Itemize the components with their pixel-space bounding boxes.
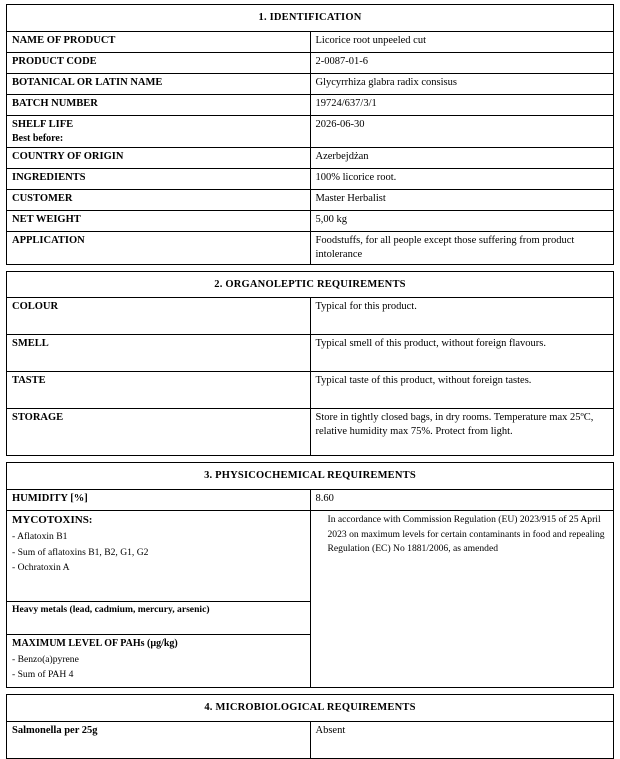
row-value-ingredients: 100% licorice root. xyxy=(310,168,614,189)
table-row xyxy=(7,490,614,511)
row-label-ingredients: INGREDIENTS xyxy=(7,168,311,189)
section-header-row xyxy=(7,463,614,490)
table-row xyxy=(7,189,614,210)
row-value-colour: Typical for this product. xyxy=(310,298,614,335)
row-value-regulation xyxy=(310,511,614,688)
section-microbiological-table xyxy=(6,694,614,759)
mycotoxins-title: MYCOTOXINS: xyxy=(12,514,93,527)
row-value-name-of-product: Licorice root unpeeled cut xyxy=(310,31,614,52)
pahs-title: MAXIMUM LEVEL OF PAHs (µg/kg) xyxy=(12,638,178,650)
section-title-physicochemical: 3. PHYSICOCHEMICAL REQUIREMENTS xyxy=(7,463,614,490)
table-row xyxy=(7,73,614,94)
row-label-storage: STORAGE xyxy=(7,409,311,456)
row-label-shelf-life xyxy=(7,115,311,147)
row-value-batch-number: 19724/637/3/1 xyxy=(310,94,614,115)
section-identification-table xyxy=(6,4,614,265)
section-organoleptic-table xyxy=(6,271,614,457)
row-value-net-weight: 5,00 kg xyxy=(310,210,614,231)
table-row xyxy=(7,168,614,189)
shelf-life-label-line1: SHELF LIFE xyxy=(12,118,74,130)
table-row xyxy=(7,231,614,264)
row-value-botanical-name: Glycyrrhiza glabra radix consisus xyxy=(310,73,614,94)
list-item: - Aflatoxin B1 xyxy=(12,530,68,542)
table-row xyxy=(7,722,614,759)
list-item: - Benzo(a)pyrene xyxy=(12,653,79,665)
table-row xyxy=(7,511,614,602)
row-label-heavy-metals xyxy=(7,602,311,635)
table-row xyxy=(7,335,614,372)
section-title-organoleptic: 2. ORGANOLEPTIC REQUIREMENTS xyxy=(7,271,614,298)
table-row xyxy=(7,52,614,73)
table-row xyxy=(7,372,614,409)
row-label-smell: SMELL xyxy=(7,335,311,372)
table-row xyxy=(7,115,614,147)
mycotoxins-list xyxy=(12,531,305,575)
shelf-life-label-line2: Best before: xyxy=(12,132,64,144)
row-value-application: Foodstuffs, for all people except those suffering from product intolerance xyxy=(310,231,614,264)
heavy-metals-label: Heavy metals (lead, cadmium, mercury, arsenic) xyxy=(12,604,210,616)
table-row xyxy=(7,31,614,52)
section-header-row xyxy=(7,5,614,32)
row-label-colour: COLOUR xyxy=(7,298,311,335)
row-value-customer: Master Herbalist xyxy=(310,189,614,210)
table-row xyxy=(7,94,614,115)
row-value-storage: Store in tightly closed bags, in dry rooms. Temperature max 25ºC, relative humidity max 75%. Protect from light. xyxy=(310,409,614,456)
section-title-microbiological: 4. MICROBIOLOGICAL REQUIREMENTS xyxy=(7,695,614,722)
table-row xyxy=(7,210,614,231)
row-label-net-weight: NET WEIGHT xyxy=(7,210,311,231)
table-row xyxy=(7,298,614,335)
row-label-mycotoxins xyxy=(7,511,311,602)
row-label-batch-number: BATCH NUMBER xyxy=(7,94,311,115)
row-label-product-code: PRODUCT CODE xyxy=(7,52,311,73)
row-value-smell: Typical smell of this product, without foreign flavours. xyxy=(310,335,614,372)
row-label-humidity: HUMIDITY [%] xyxy=(7,490,311,511)
table-row xyxy=(7,409,614,456)
row-label-botanical-name: BOTANICAL OR LATIN NAME xyxy=(7,73,311,94)
row-label-taste: TASTE xyxy=(7,372,311,409)
row-value-salmonella: Absent xyxy=(310,722,614,759)
list-item: - Sum of aflatoxins B1, B2, G1, G2 xyxy=(12,546,149,558)
section-title-identification: 1. IDENTIFICATION xyxy=(7,5,614,32)
row-value-humidity: 8.60 xyxy=(310,490,614,511)
row-label-customer: CUSTOMER xyxy=(7,189,311,210)
row-value-product-code: 2-0087-01-6 xyxy=(310,52,614,73)
list-item: - Sum of PAH 4 xyxy=(12,669,74,681)
row-label-application: APPLICATION xyxy=(7,231,311,264)
row-value-taste: Typical taste of this product, without foreign tastes. xyxy=(310,372,614,409)
section-header-row xyxy=(7,271,614,298)
row-label-country-of-origin: COUNTRY OF ORIGIN xyxy=(7,147,311,168)
regulation-text: In accordance with Commission Regulation (EU) 2023/915 of 25 April 2023 on maximum levels for certain contaminants in food and repealing Regulation (EC) No 1881/2006, as amended xyxy=(327,514,605,555)
table-row xyxy=(7,147,614,168)
section-physicochemical-table xyxy=(6,462,614,688)
section-header-row xyxy=(7,695,614,722)
row-label-salmonella: Salmonella per 25g xyxy=(7,722,311,759)
pahs-list xyxy=(12,654,305,682)
row-value-country-of-origin: Azerbejdżan xyxy=(310,147,614,168)
row-label-name-of-product: NAME OF PRODUCT xyxy=(7,31,311,52)
row-value-shelf-life: 2026-06-30 xyxy=(310,115,614,147)
row-label-pahs xyxy=(7,635,311,688)
list-item: - Ochratoxin A xyxy=(12,562,70,574)
